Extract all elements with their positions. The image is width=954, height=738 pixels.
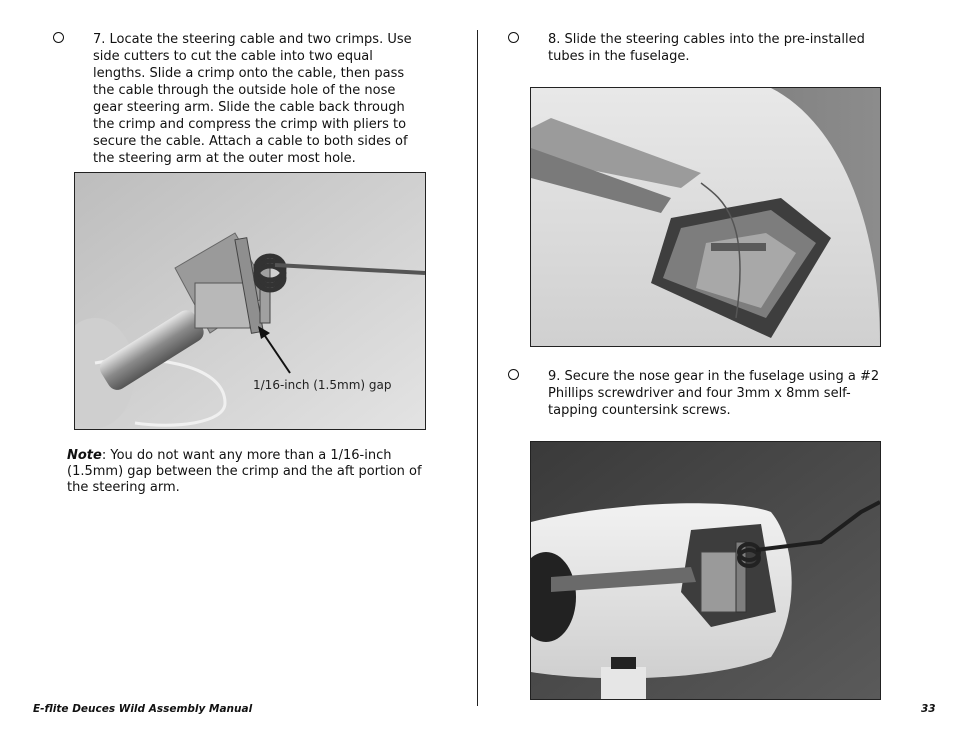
- step-9-text: 9. Secure the nose gear in the fuselage using a #2 Phillips screwdriver and four 3mm x 8mm self-tapping countersink screws.: [548, 369, 880, 418]
- step-8-text: 8. Slide the steering cables into the pre-installed tubes in the fuselage.: [548, 32, 865, 64]
- footer-manual-title: E-flite Deuces Wild Assembly Manual: [33, 703, 253, 715]
- note-paragraph: [67, 448, 422, 496]
- photo-1-caption: 1/16-inch (1.5mm) gap: [253, 378, 392, 392]
- checkbox-bullet-icon[interactable]: [53, 32, 64, 43]
- photo-nose-gear-installed: [530, 441, 881, 700]
- page-number: 33: [921, 703, 936, 715]
- photo-steering-cable-crimp: [74, 172, 426, 430]
- checkbox-bullet-icon[interactable]: [508, 32, 519, 43]
- photo-fuselage-tubes: [530, 87, 881, 347]
- column-divider: [477, 30, 478, 706]
- checkbox-bullet-icon[interactable]: [508, 369, 519, 380]
- step-7-text: 7. Locate the steering cable and two crimps. Use side cutters to cut the cable into two equal lengths. Slide a crimp onto the cable, then pass the cable through the outside hole of the nose gear steering arm. Slide the cable back through the crimp and compress the crimp with pliers to secure the cable. Attach a cable to both sides of the steering arm at the outer most hole.: [93, 32, 412, 166]
- note-text: : You do not want any more than a 1/16-inch (1.5mm) gap between the crimp and the aft portion of the steering arm.: [67, 448, 422, 495]
- note-label: Note: [67, 448, 102, 463]
